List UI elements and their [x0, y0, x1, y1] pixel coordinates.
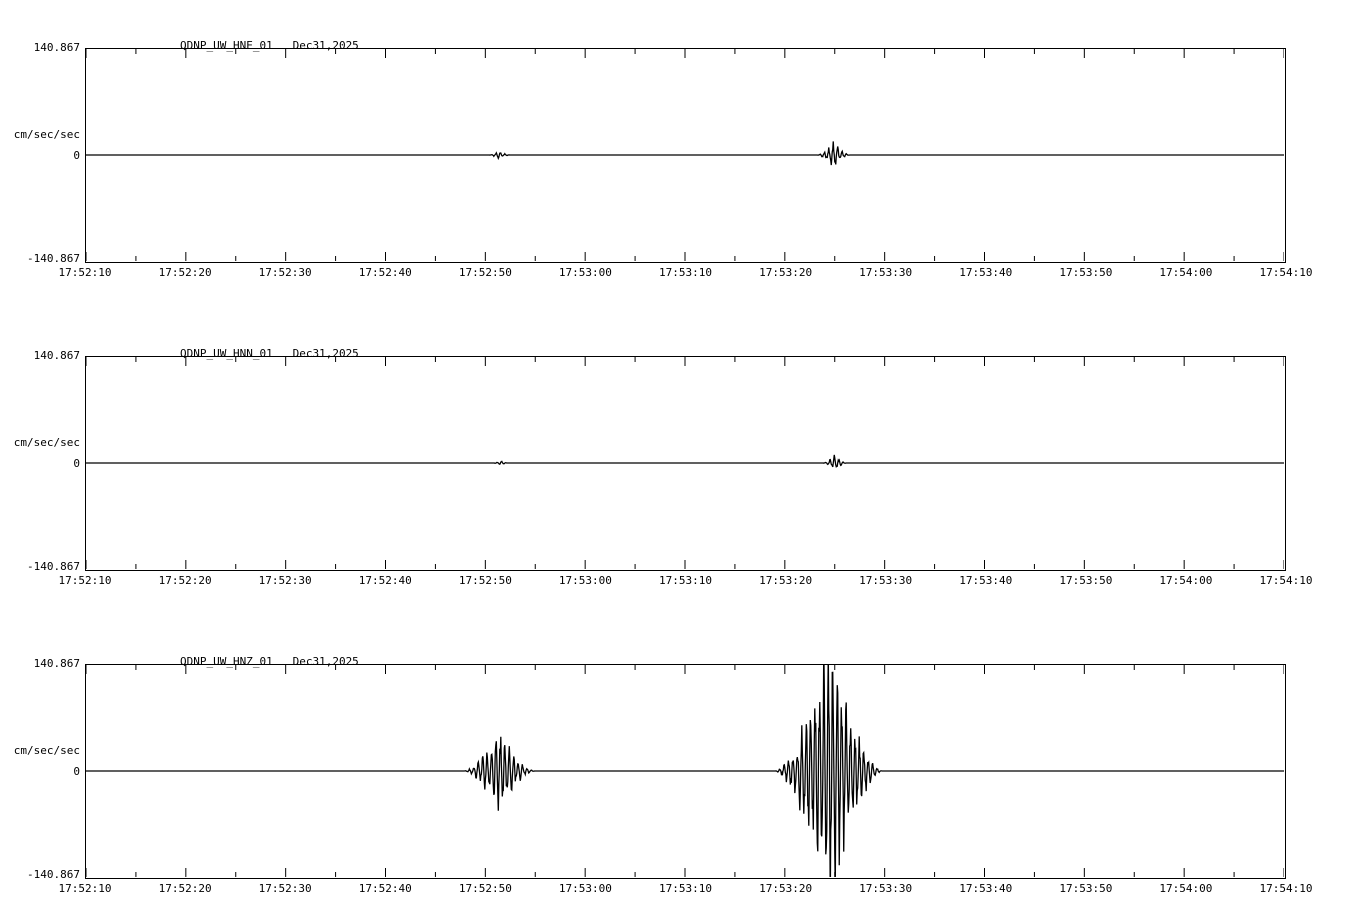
x-tick-label: 17:52:20: [158, 882, 212, 895]
x-tick-label: 17:53:20: [759, 266, 813, 279]
panel-title-hnn: QDNP_UW_HNN_01 Dec31,2025: [180, 347, 359, 360]
x-tick-label: 17:53:30: [859, 574, 913, 587]
y-axis-unit-label-hne: cm/sec/sec: [13, 128, 80, 141]
plot-area-hnn: [85, 356, 1286, 571]
waveform-trace-hnz: [86, 665, 1284, 877]
y-axis-zero-label-hne: 0: [73, 149, 80, 162]
x-axis-labels-hne: [0, 266, 1358, 284]
x-tick-label: 17:53:10: [659, 574, 712, 587]
x-tick-label: 17:52:50: [458, 266, 512, 279]
x-tick-label: 17:52:40: [358, 574, 412, 587]
x-tick-label: 17:53:00: [558, 574, 612, 587]
y-axis-unit-label-hnz: cm/sec/sec: [13, 744, 80, 757]
x-tick-label: 17:53:20: [759, 574, 813, 587]
waveform-trace-hnn: [86, 455, 1284, 467]
y-axis-max-label-hnn: 140.867: [33, 349, 80, 362]
x-tick-label: 17:53:50: [1059, 882, 1113, 895]
y-axis-min-label-hnz: -140.867: [27, 868, 80, 881]
x-tick-label: 17:54:00: [1159, 574, 1213, 587]
tick-marks-bottom-hne: [86, 252, 1284, 261]
trace-svg-hnn: [86, 357, 1284, 569]
x-tick-label: 17:54:00: [1159, 266, 1213, 279]
x-tick-label: 17:53:40: [959, 266, 1013, 279]
x-tick-label: 17:52:20: [158, 266, 212, 279]
x-tick-label: 17:54:00: [1159, 882, 1213, 895]
x-tick-label: 17:52:40: [358, 266, 412, 279]
trace-svg-hne: [86, 49, 1284, 261]
tick-marks-top-hne: [86, 49, 1284, 58]
x-tick-label: 17:54:10: [1259, 574, 1313, 587]
x-tick-label: 17:52:10: [58, 266, 112, 279]
x-tick-label: 17:54:10: [1259, 882, 1313, 895]
y-axis-max-label-hnz: 140.867: [33, 657, 80, 670]
x-tick-label: 17:52:30: [258, 266, 312, 279]
x-tick-label: 17:53:30: [859, 266, 913, 279]
x-tick-label: 17:52:50: [458, 574, 512, 587]
plot-area-hne: [85, 48, 1286, 263]
x-axis-labels-hnz: [0, 882, 1358, 900]
y-axis-unit-label-hnn: cm/sec/sec: [13, 436, 80, 449]
x-tick-label: 17:52:10: [58, 574, 112, 587]
x-tick-label: 17:53:40: [959, 882, 1013, 895]
x-tick-label: 17:53:50: [1059, 574, 1113, 587]
panel-title-hnz: QDNP_UW_HNZ_01 Dec31,2025: [180, 655, 359, 668]
y-axis-max-label-hne: 140.867: [33, 41, 80, 54]
seismogram-panel-hnz: [0, 626, 1358, 906]
y-axis-zero-label-hnz: 0: [73, 765, 80, 778]
x-tick-label: 17:53:40: [959, 574, 1013, 587]
x-tick-label: 17:53:20: [759, 882, 813, 895]
x-tick-label: 17:52:30: [258, 574, 312, 587]
plot-area-hnz: [85, 664, 1286, 879]
tick-marks-bottom-hnz: [86, 868, 1284, 877]
x-tick-label: 17:52:10: [58, 882, 112, 895]
seismogram-panel-hne: [0, 10, 1358, 290]
x-tick-label: 17:52:30: [258, 882, 312, 895]
x-tick-label: 17:53:50: [1059, 266, 1113, 279]
x-tick-label: 17:52:20: [158, 574, 212, 587]
tick-marks-top-hnn: [86, 357, 1284, 366]
x-tick-label: 17:53:10: [659, 266, 712, 279]
y-axis-zero-label-hnn: 0: [73, 457, 80, 470]
seismogram-panel-hnn: [0, 318, 1358, 598]
waveform-trace-hne: [86, 141, 1284, 165]
x-tick-label: 17:53:10: [659, 882, 712, 895]
y-axis-min-label-hne: -140.867: [27, 252, 80, 265]
panel-title-hne: QDNP_UW_HNE_01 Dec31,2025: [180, 39, 359, 52]
x-tick-label: 17:53:30: [859, 882, 913, 895]
trace-svg-hnz: [86, 665, 1284, 877]
x-tick-label: 17:52:40: [358, 882, 412, 895]
tick-marks-top-hnz: [86, 665, 1284, 674]
y-axis-min-label-hnn: -140.867: [27, 560, 80, 573]
x-tick-label: 17:53:00: [558, 882, 612, 895]
x-tick-label: 17:53:00: [558, 266, 612, 279]
x-axis-labels-hnn: [0, 574, 1358, 592]
tick-marks-bottom-hnn: [86, 560, 1284, 569]
x-tick-label: 17:52:50: [458, 882, 512, 895]
x-tick-label: 17:54:10: [1259, 266, 1313, 279]
